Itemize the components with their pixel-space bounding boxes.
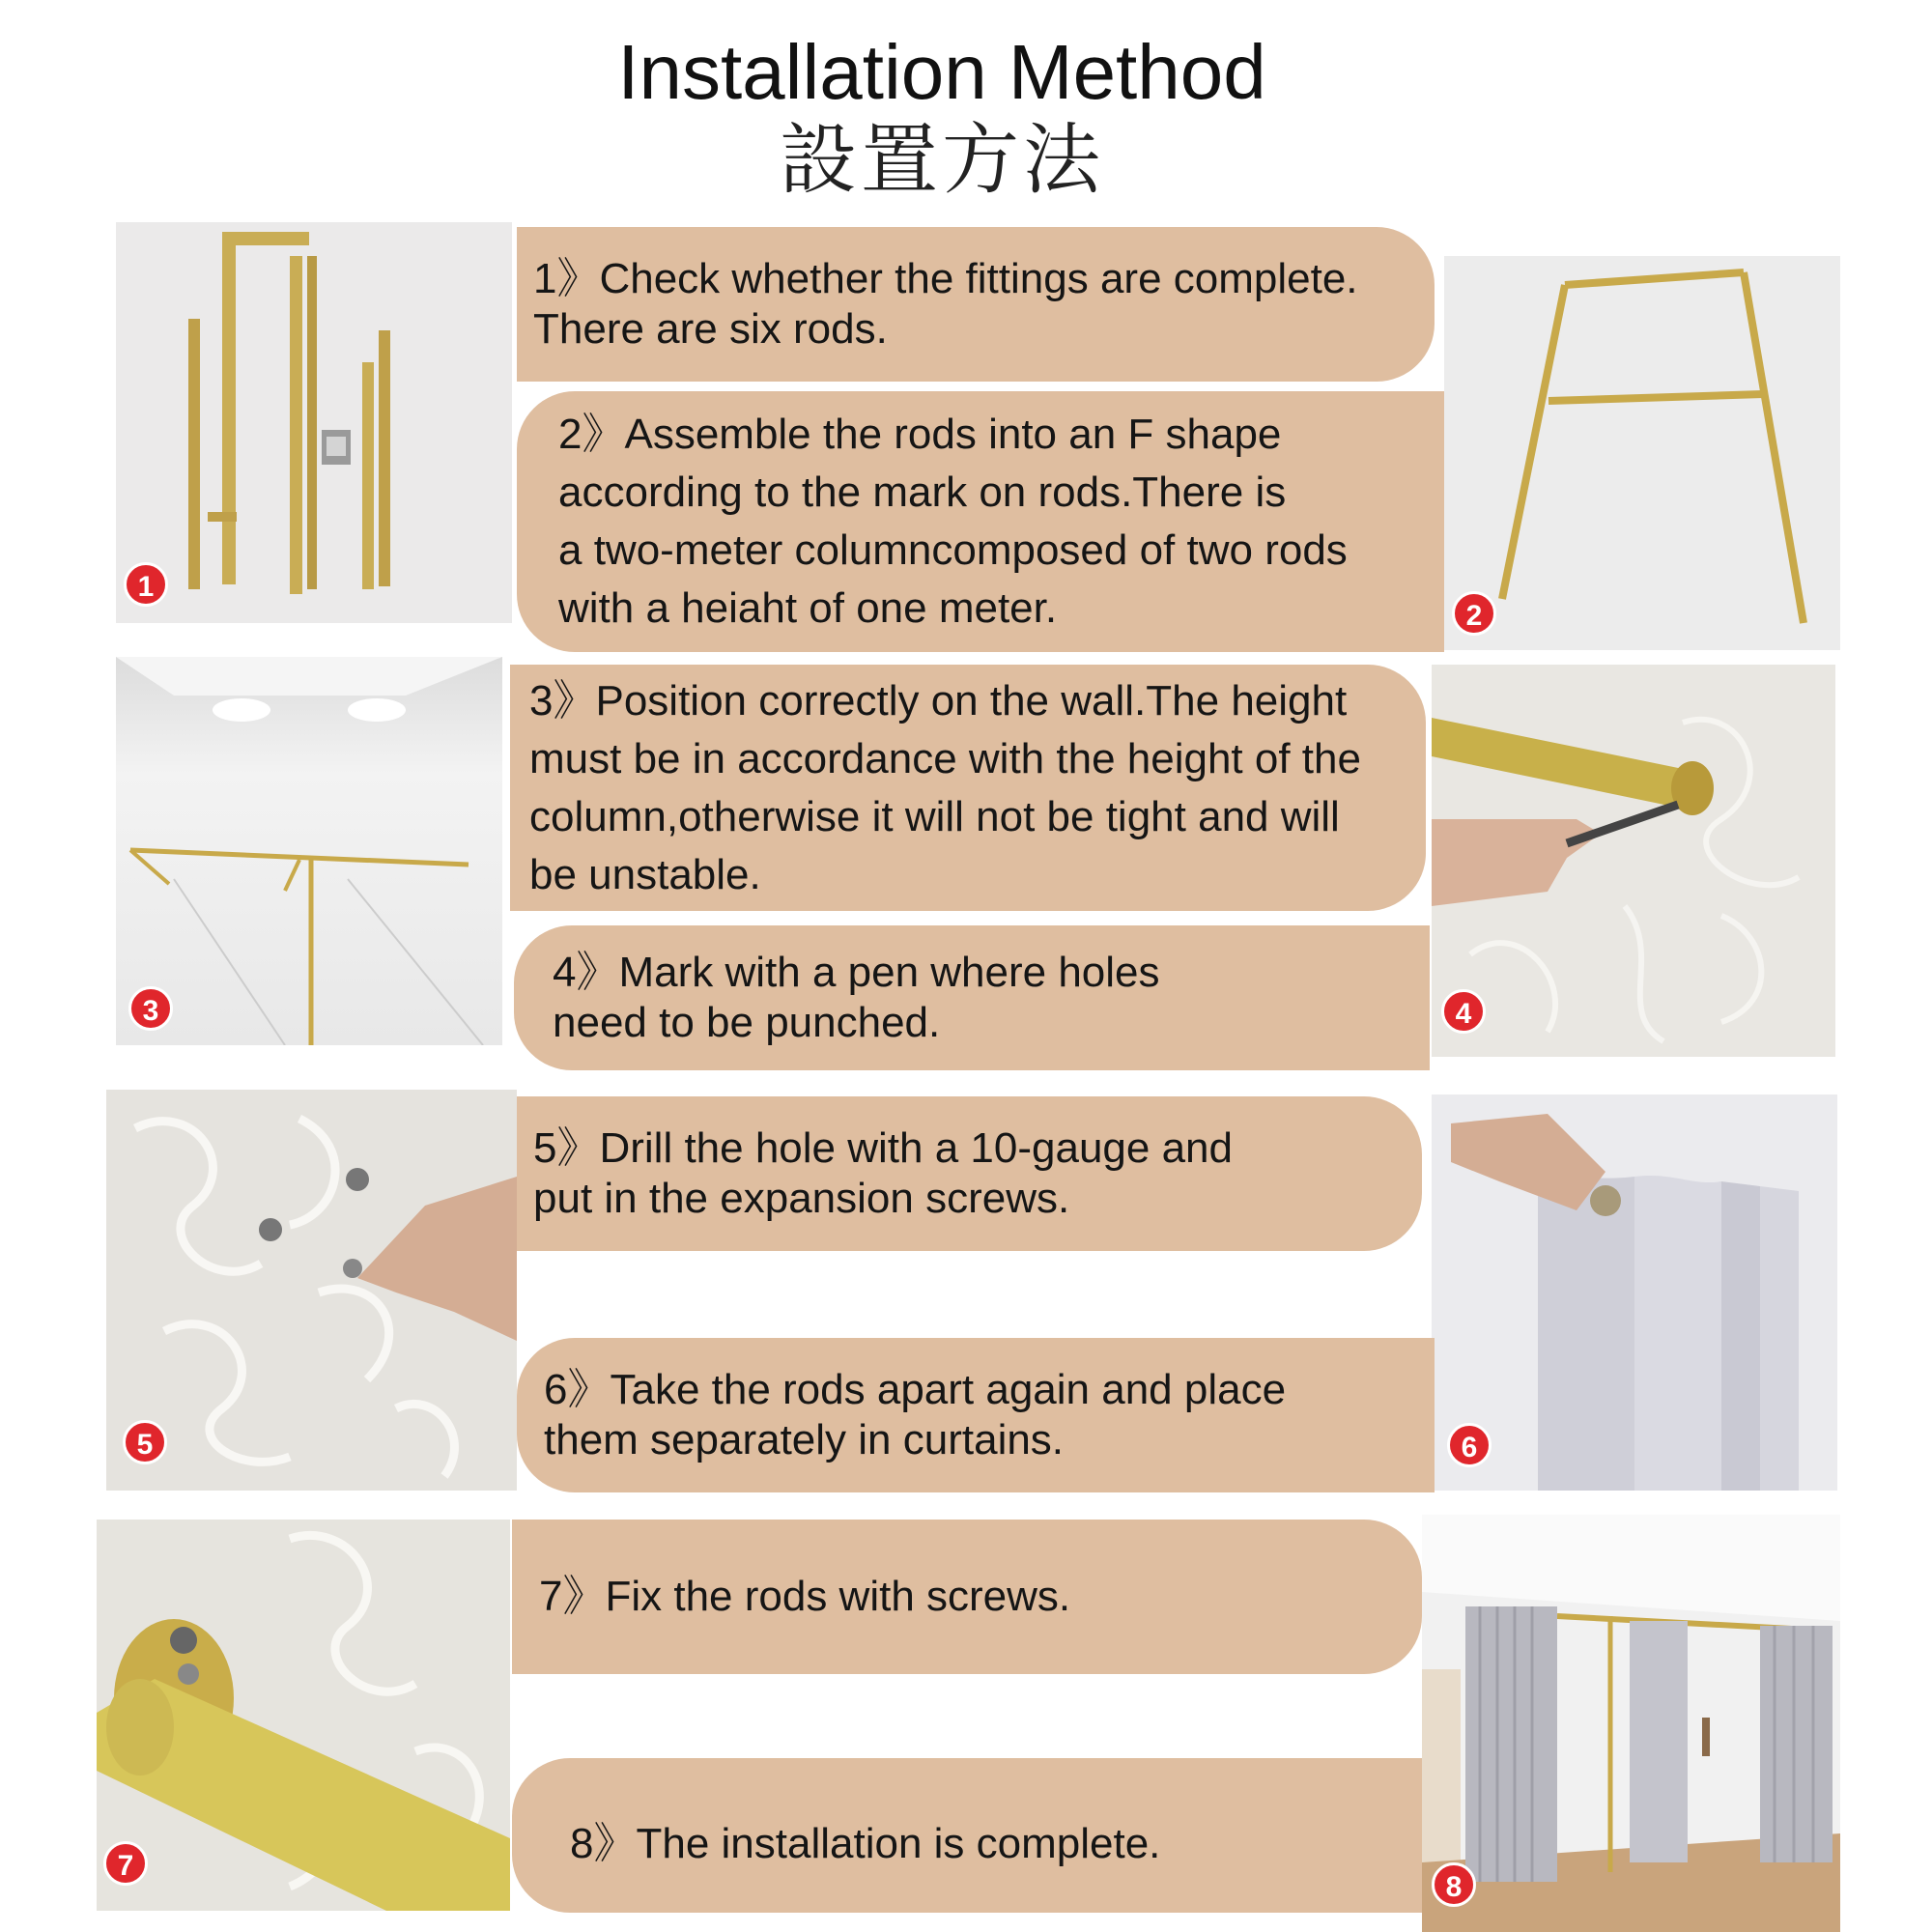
photo-step-6-curtain bbox=[1432, 1094, 1837, 1491]
step-7-banner bbox=[512, 1520, 1422, 1674]
step-6-banner bbox=[517, 1338, 1435, 1492]
step-5-badge: 5 bbox=[123, 1420, 167, 1464]
step-3-text: 3》Position correctly on the wall.The height must be in accordance with the height of the column,otherwise it will not be tight and will be unstable. bbox=[529, 676, 1361, 898]
step-8-banner bbox=[512, 1758, 1422, 1913]
step-7-badge: 7 bbox=[103, 1841, 148, 1886]
step-8-badge: 8 bbox=[1432, 1862, 1476, 1907]
step-1-banner bbox=[517, 227, 1435, 382]
step-1-badge: 1 bbox=[124, 562, 168, 607]
step-2-badge: 2 bbox=[1452, 591, 1496, 636]
step-4-text: 4》Mark with a pen where holes need to be punched. bbox=[553, 949, 1160, 1046]
step-6-badge: 6 bbox=[1447, 1423, 1492, 1467]
photo-step-4-mark-pen bbox=[1432, 665, 1835, 1057]
step-5-text: 5》Drill the hole with a 10-gauge and put in the expansion screws. bbox=[533, 1124, 1234, 1222]
step-4-banner bbox=[514, 925, 1430, 1070]
step-1-text: 1》Check whether the fittings are complete. There are six rods. bbox=[533, 255, 1358, 353]
step-7-text: 7》Fix the rods with screws. bbox=[539, 1573, 1071, 1620]
step-3-banner bbox=[510, 665, 1426, 911]
photo-step-5-drill-screws bbox=[106, 1090, 517, 1491]
page-title-chinese: 設置方法 bbox=[780, 115, 1104, 205]
photo-step-3-wall-position bbox=[116, 657, 502, 1045]
step-2-banner bbox=[517, 391, 1444, 652]
step-6-text: 6》Take the rods apart again and place them separately in curtains. bbox=[544, 1366, 1287, 1463]
step-4-badge: 4 bbox=[1441, 989, 1486, 1034]
photo-step-2-frame bbox=[1444, 256, 1840, 650]
page-title: Installation Method bbox=[617, 29, 1266, 115]
step-2-text: 2》Assemble the rods into an F shape according to the mark on rods.There is a two-meter columncomposed of two rods with a heiaht of one meter. bbox=[558, 411, 1348, 632]
photo-step-8-complete bbox=[1422, 1515, 1840, 1932]
step-3-badge: 3 bbox=[128, 986, 173, 1031]
step-8-text: 8》The installation is complete. bbox=[570, 1820, 1161, 1867]
photo-step-1-rods bbox=[116, 222, 512, 623]
step-5-banner bbox=[517, 1096, 1422, 1251]
photo-step-7-fixed-rod bbox=[97, 1520, 510, 1911]
